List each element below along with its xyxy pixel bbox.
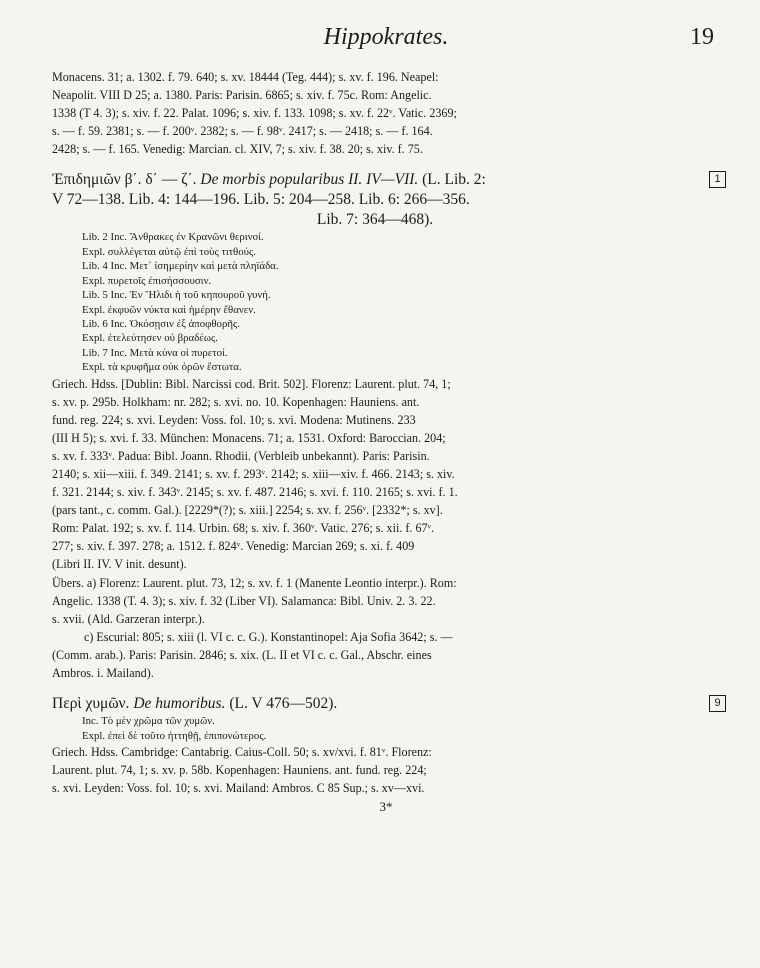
text-line: s. xvi. Leyden: Voss. fol. 10; s. xvi. Mailand: Ambros. C 85 Sup.; s. xv—xvi. <box>52 781 425 796</box>
title-ref-line: Lib. 7: 364—468). <box>316 211 434 229</box>
running-title: Hippokrates. <box>323 24 449 50</box>
text-line: Griech. Hdss. [Dublin: Bibl. Narcissi cod. Brit. 502]. Florenz: Laurent. plut. 74, 1; <box>52 376 451 391</box>
text-line: f. 321. 2144; s. xiv. f. 343ᵛ. 2145; s. xv. f. 487. 2146; s. xvi. f. 110. 2165; s. xvi. f. 1. <box>52 485 458 500</box>
text-line: s. xv. p. 295b. Holkham: nr. 282; s. xvi. no. 10. Kopenhagen: Hauniens. ant. <box>52 394 420 409</box>
box-number: 9 <box>709 695 726 712</box>
text-line: 1338 (T 4. 3); s. xiv. f. 22. Palat. 1096; s. xiv. f. 133. 1098; s. xv. f. 22ᵛ. Vatic. 2369; <box>52 106 457 121</box>
incipit-line: Lib. 5 Inc. Ἐν Ἤλιδι ἡ τοῦ κηπουροῦ γυνή. <box>82 289 271 302</box>
text-line: (Comm. arab.). Paris: Parisin. 2846; s. xix. (L. II et VI c. c. Gal., Abschr. eines <box>52 647 432 662</box>
running-head <box>52 24 720 54</box>
title-greek: Ἐπιδημιῶν β΄. δ΄ — ζ΄. <box>52 171 197 189</box>
work-epidemics <box>52 170 720 374</box>
incipit-line: Expl. ἐκφυῶν νύκτα καὶ ἡμέρην ἔθανεν. <box>82 303 256 316</box>
work-humors <box>52 694 720 743</box>
title-greek: Περὶ χυμῶν. <box>52 695 130 713</box>
incipit-line: Lib. 4 Inc. Μετ᾽ ἰσημερίην καὶ μετὰ πληϊάδα. <box>82 260 279 273</box>
box-number: 1 <box>709 171 726 188</box>
work-title <box>52 694 698 714</box>
text-line: (Libri II. IV. V init. desunt). <box>52 557 187 572</box>
incipit-line: Expl. ἐπεὶ δὲ τοῦτο ἡττηθῇ, ἐπιπονώτερος. <box>82 729 267 742</box>
translations-c-section <box>52 628 720 646</box>
title-latin: De morbis popularibus II. IV—VII. <box>200 171 419 189</box>
title-ref: (L. Lib. 2: <box>422 171 486 189</box>
incipit-line: Lib. 7 Inc. Μετὰ κύνα οἱ πυρετοί. <box>82 346 228 359</box>
translations-c-continued <box>52 646 720 682</box>
greek-manuscripts-section-2 <box>52 743 720 797</box>
intro-paragraph <box>52 68 720 158</box>
text-line: Griech. Hdss. Cambridge: Cantabrig. Caius-Coll. 50; s. xv/xvi. f. 81ᵛ. Florenz: <box>52 744 432 759</box>
text-line: Angelic. 1338 (T. 4. 3); s. xiv. f. 32 (Liber VI). Salamanca: Bibl. Univ. 2. 3. 22. <box>52 593 436 608</box>
page-number: 19 <box>690 24 714 50</box>
incipit-list <box>52 714 698 743</box>
translations-section <box>52 574 720 628</box>
text-line: s. xv. f. 333ᵛ. Padua: Bibl. Joann. Rhodii. (Verbleib unbekannt). Paris: Parisin. <box>52 448 430 463</box>
text-line: Monacens. 31; a. 1302. f. 79. 640; s. xv. 18444 (Teg. 444); s. xv. f. 196. Neapel: <box>52 70 439 84</box>
text-line: s. — f. 59. 2381; s. — f. 200ᵛ. 2382; s. — f. 98ᵛ. 2417; s. — 2418; s. — f. 164. <box>52 124 433 139</box>
signature-mark: 3* <box>379 799 393 815</box>
text-line: Laurent. plut. 74, 1; s. xv. p. 58b. Kopenhagen: Hauniens. ant. fund. reg. 224; <box>52 763 427 778</box>
incipit-line: Expl. συλλέγεται αὐτῷ ἐπὶ τοὺς τιτθούς. <box>82 245 256 258</box>
title-latin: De humoribus. <box>133 695 226 713</box>
text-line: (III H 5); s. xvi. f. 33. München: Monacens. 71; a. 1531. Oxford: Baroccian. 204; <box>52 430 446 445</box>
text-line: Ambros. i. Mailand). <box>52 666 154 681</box>
text-line: (pars tant., c. comm. Gal.). [2229*(?); s. xiii.] 2254; s. xv. f. 256ᵛ. [2332*; s. xv]. <box>52 503 443 518</box>
text-line: Rom: Palat. 192; s. xv. f. 114. Urbin. 68; s. xiv. f. 360ᵛ. Vatic. 276; s. xii. f. 67ᵛ. <box>52 521 435 536</box>
title-ref-line: V 72—138. Lib. 4: 144—196. Lib. 5: 204—258. Lib. 6: 266—356. <box>52 191 470 209</box>
work-title <box>52 170 698 190</box>
incipit-line: Lib. 2 Inc. Ἄνθρακες ἐν Κρανῶνι θερινοί. <box>82 231 264 244</box>
text-line: Übers. a) Florenz: Laurent. plut. 73, 12; s. xv. f. 1 (Manente Leontio interpr.). Rom: <box>52 575 457 590</box>
text-line: Neapolit. VIII D 25; a. 1380. Paris: Parisin. 6865; s. xiv. f. 75c. Rom: Angelic. <box>52 88 432 103</box>
incipit-line: Expl. πυρετοῖς ἐπισήσσουσιν. <box>82 274 212 287</box>
title-ref: (L. V 476—502). <box>229 695 338 713</box>
incipit-list <box>52 230 698 374</box>
incipit-line: Expl. τὰ κρυφῆμα οὐκ ὁρῶν ἔστωτα. <box>82 361 242 374</box>
text-line: 2140; s. xii—xiii. f. 349. 2141; s. xv. f. 293ᵛ. 2142; s. xiii—xiv. f. 466. 2143; s. xiv. <box>52 467 455 481</box>
incipit-line: Expl. ἐτελεύτησεν οὐ βραδέως. <box>82 332 218 345</box>
text-line: c) Escurial: 805; s. xiii (l. VI c. c. G.). Konstantinopel: Aja Sofia 3642; s. — <box>84 629 453 644</box>
text-line: 2428; s. — f. 165. Venedig: Marcian. cl. XIV, 7; s. xiv. f. 38. 20; s. xiv. f. 75. <box>52 142 423 157</box>
text-line: 277; s. xiv. f. 397. 278; a. 1512. f. 824ᵛ. Venedig: Marcian 269; s. xi. f. 409 <box>52 539 415 554</box>
incipit-line: Lib. 6 Inc. Ὀκόσῃσιν ἐξ ἀποφθορῆς. <box>82 317 240 330</box>
text-line: s. xvii. (Ald. Garzeran interpr.). <box>52 611 205 626</box>
text-line: fund. reg. 224; s. xvi. Leyden: Voss. fol. 10; s. xvi. Modena: Mutinens. 233 <box>52 412 416 427</box>
incipit-line: Inc. Τὸ μὲν χρῶμα τῶν χυμῶν. <box>82 715 215 728</box>
greek-manuscripts-section <box>52 375 720 574</box>
